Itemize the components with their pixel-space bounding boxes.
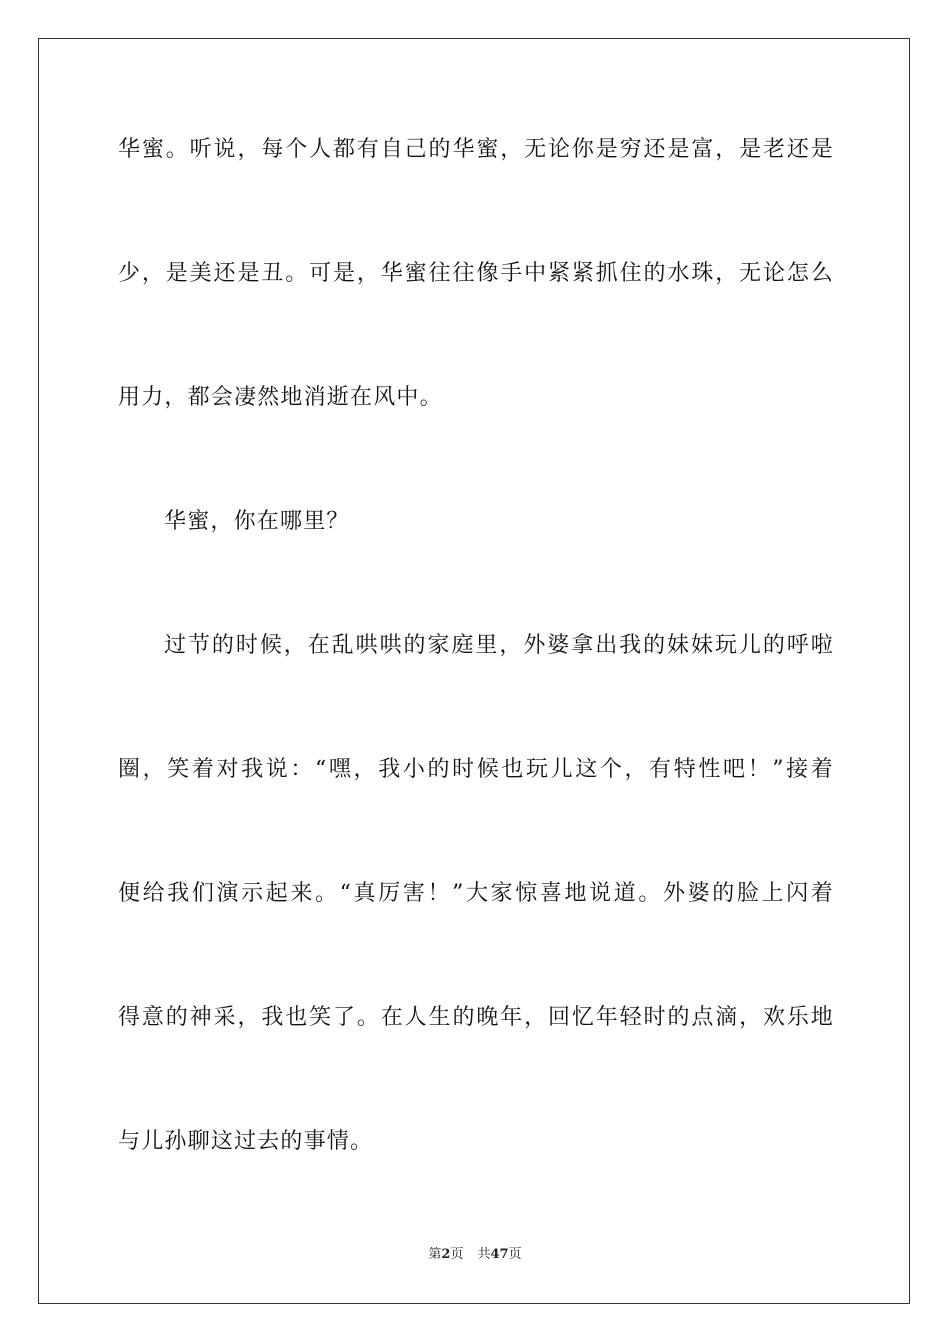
- footer-page-number: 2: [441, 1247, 451, 1262]
- body-line-3: 用力，都会凄然地消逝在风中。: [118, 385, 443, 410]
- footer-total-prefix: 共: [477, 1247, 491, 1262]
- body-line-5: 过节的时候，在乱哄哄的家庭里，外婆拿出我的妹妹玩儿的呼啦: [164, 633, 834, 658]
- page-border: [38, 38, 910, 1304]
- body-line-7: 便给我们演示起来。“真厉害！”大家惊喜地说道。外婆的脸上闪着: [118, 881, 834, 906]
- footer-total-pages: 47: [490, 1247, 509, 1262]
- footer-total-suffix: 页: [508, 1247, 522, 1262]
- body-line-2: 少，是美还是丑。可是，华蜜往往像手中紧紧抓住的水珠，无论怎么: [118, 261, 834, 286]
- footer-page-prefix: 第: [428, 1247, 442, 1262]
- body-line-8: 得意的神采，我也笑了。在人生的晚年，回忆年轻时的点滴，欢乐地: [118, 1005, 834, 1030]
- page-footer: [0, 1246, 950, 1264]
- footer-page-suffix: 页: [450, 1247, 464, 1262]
- body-line-1: 华蜜。听说，每个人都有自己的华蜜，无论你是穷还是富，是老还是: [118, 137, 834, 162]
- body-line-9: 与儿孙聊这过去的事情。: [118, 1129, 374, 1154]
- body-line-6: 圈，笑着对我说：“嘿，我小的时候也玩儿这个，有特性吧！”接着: [118, 757, 834, 782]
- body-line-4: 华蜜，你在哪里？: [164, 509, 350, 534]
